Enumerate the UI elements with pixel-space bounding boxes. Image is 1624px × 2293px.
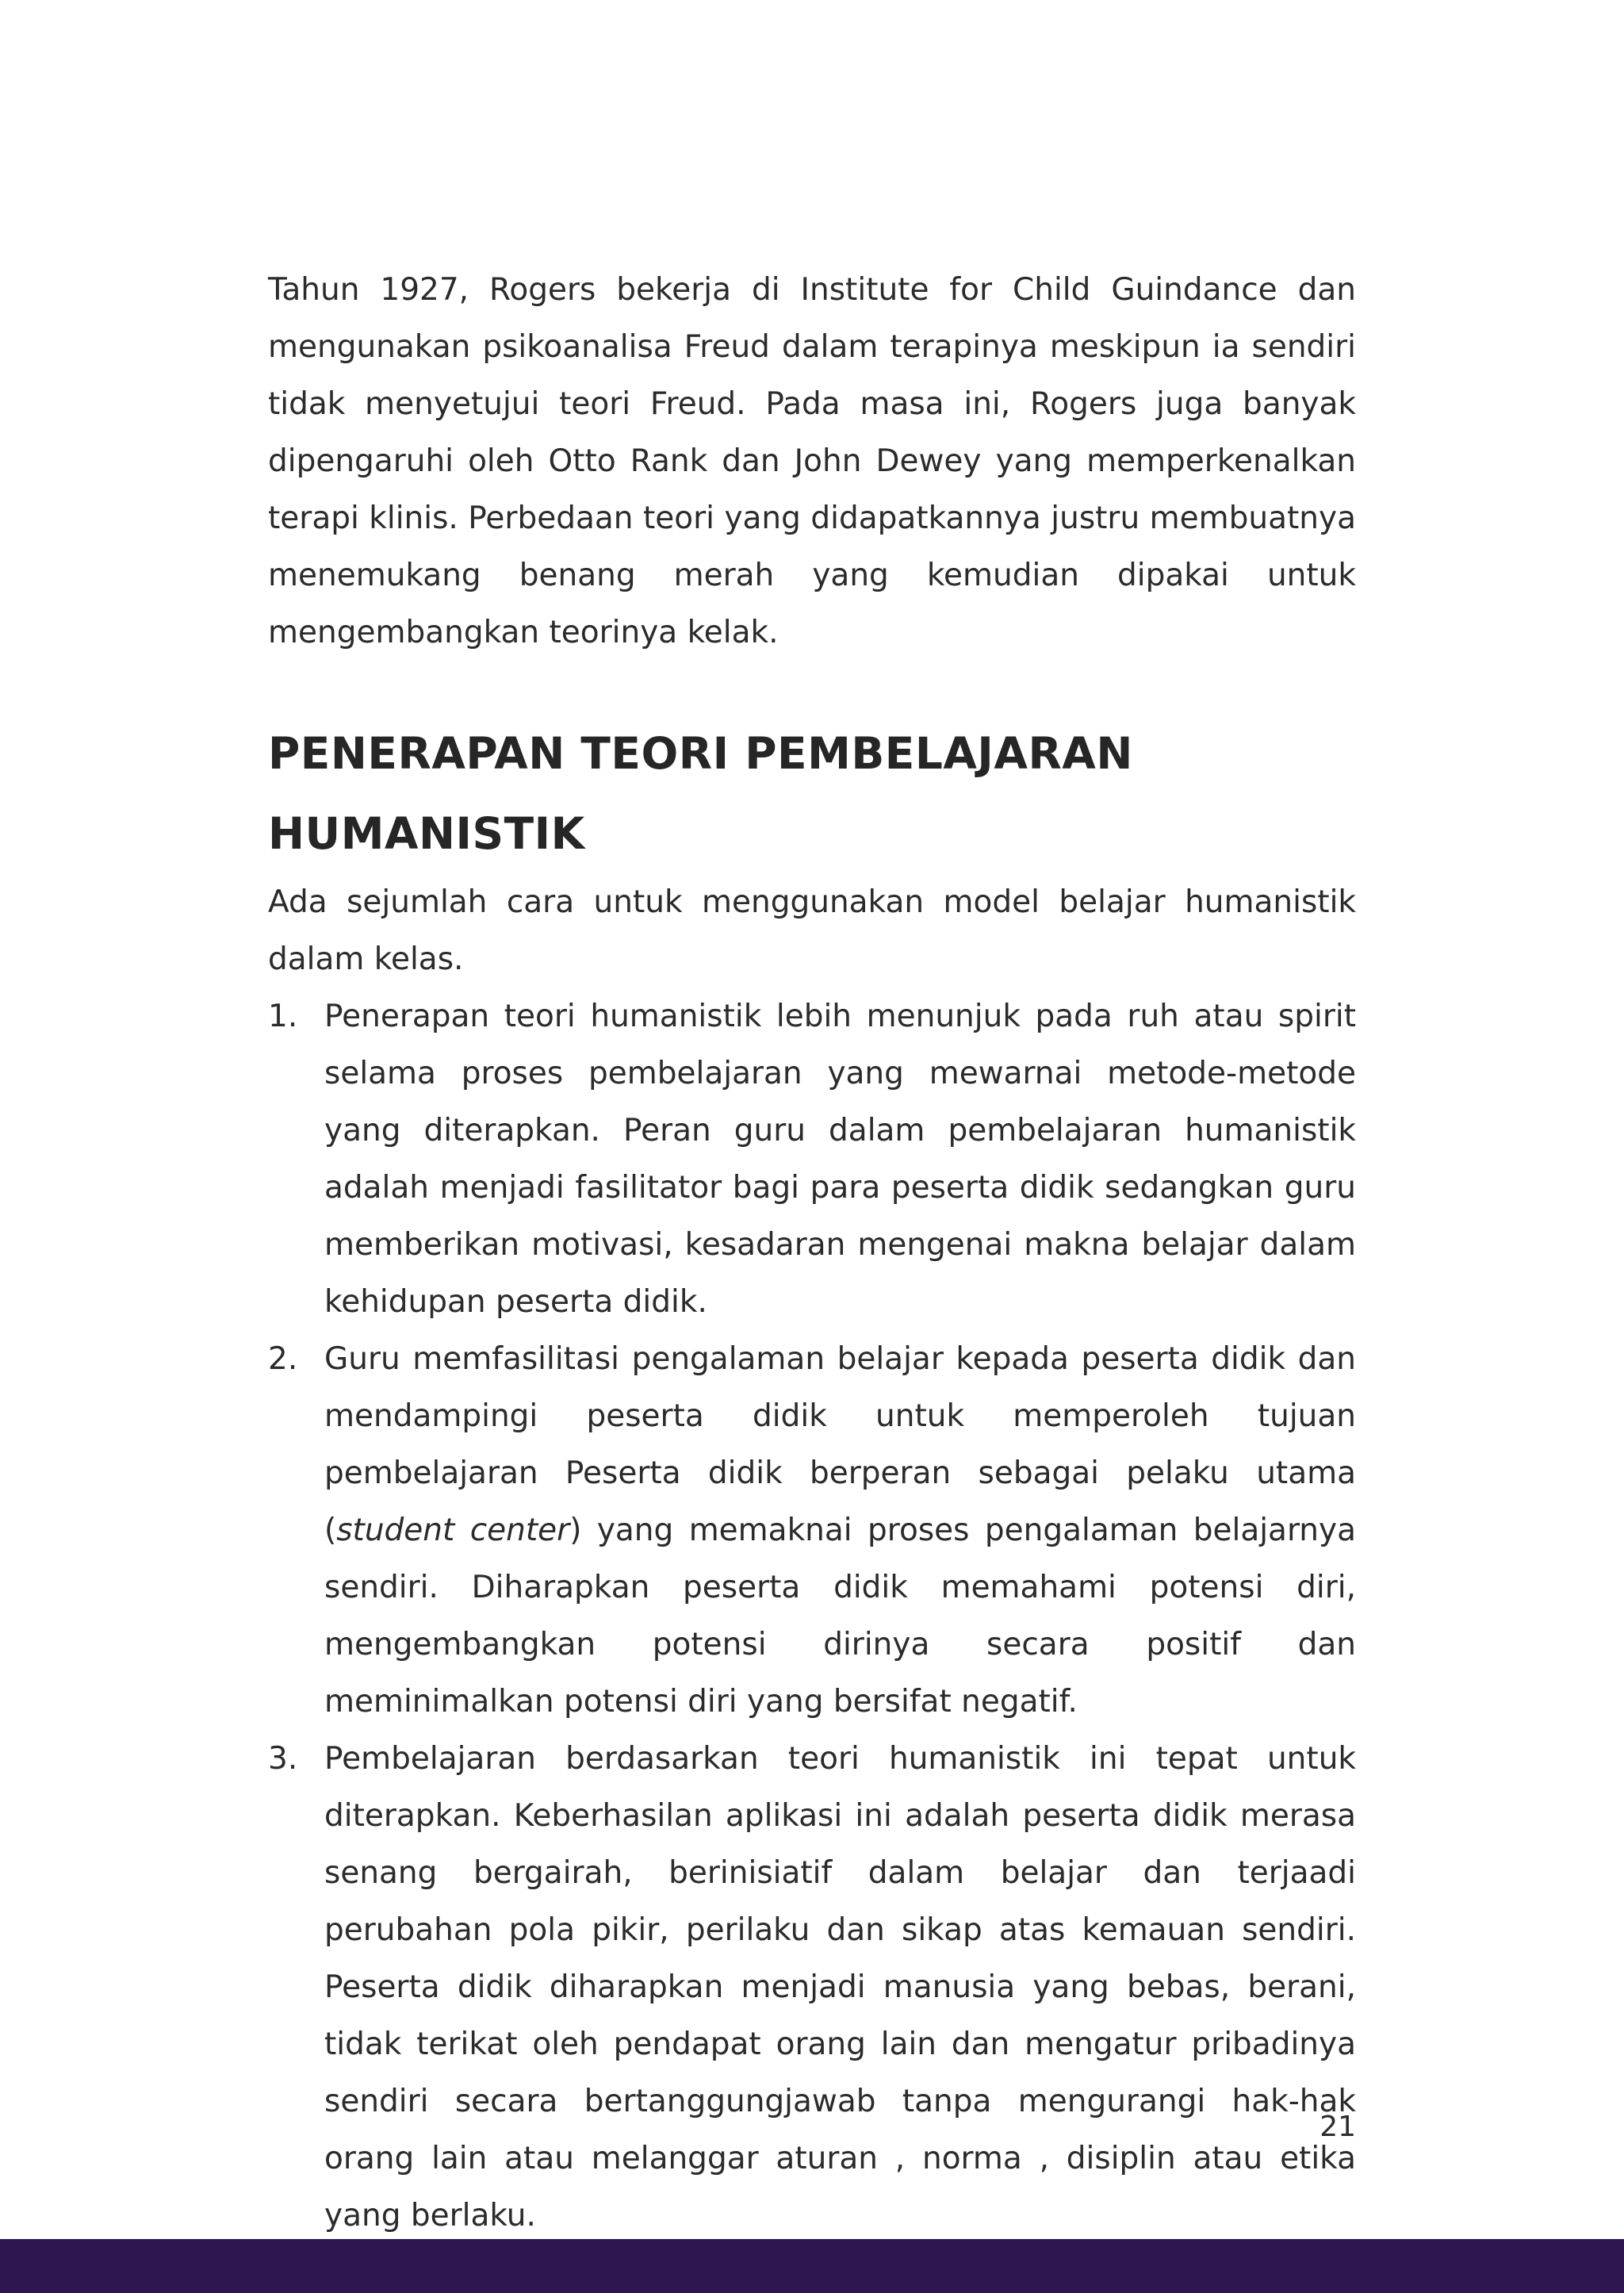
list-item-number: 1. bbox=[268, 999, 298, 1034]
list-item-number: 3. bbox=[268, 1741, 298, 1777]
section-heading: PENERAPAN TEORI PEMBELAJARAN HUMANISTIK bbox=[268, 728, 1133, 859]
page-number: 21 bbox=[1320, 2111, 1356, 2143]
list-item bbox=[268, 988, 1356, 1331]
list-item-text-after: ) yang memaknai proses pengalaman belajarnya sendiri. Diharapkan peserta didik memahami potensi diri, mengembangkan potensi dirinya secara positif dan meminimalkan potensi diri yang bersifat negatif. bbox=[324, 1513, 1356, 1720]
list-item-text-before: Guru memfasilitasi pengalaman belajar kepada peserta didik dan mendampingi peserta didik untuk memperoleh tujuan pembelajaran Peserta didik berperan sebagai pelaku utama ( bbox=[324, 1341, 1356, 1548]
numbered-list bbox=[268, 988, 1356, 2245]
list-item-text: Penerapan teori humanistik lebih menunjuk pada ruh atau spirit selama proses pembelajaran yang mewarnai metode-metode yang diterapkan. Peran guru dalam pembelajaran humanistik adalah menjadi fasilitator bagi para peserta didik sedangkan guru memberikan motivasi, kesadaran mengenai makna belajar dalam kehidupan peserta didik. bbox=[324, 999, 1356, 1320]
list-item-text: Pembelajaran berdasarkan teori humanistik ini tepat untuk diterapkan. Keberhasilan aplikasi ini adalah peserta didik merasa senang bergairah, berinisiatif dalam belajar dan terjaadi perubahan pola pikir, perilaku dan sikap atas kemauan sendiri. Peserta didik diharapkan menjadi manusia yang bebas, berani, tidak terikat oleh pendapat orang lain dan mengatur pribadinya sendiri secara bertanggungjawab tanpa mengurangi hak-hak orang lain atau melanggar aturan , norma , disiplin atau etika yang berlaku. bbox=[324, 1741, 1356, 2234]
footer-bar bbox=[0, 2239, 1624, 2293]
italic-term: student center bbox=[336, 1513, 570, 1548]
list-item bbox=[268, 1731, 1356, 2245]
section-intro: Ada sejumlah cara untuk menggunakan model belajar humanistik dalam kelas. bbox=[268, 884, 1356, 977]
intro-paragraph: Tahun 1927, Rogers bekerja di Institute for Child Guindance dan mengunakan psikoanalisa Freud dalam terapinya meskipun ia sendiri tidak menyetujui teori Freud. Pada masa ini, Rogers juga banyak dipengaruhi oleh Otto Rank dan John Dewey yang memperkenalkan terapi klinis. Perbedaan teori yang didapatkannya justru membuatnya menemukang benang merah yang kemudian dipakai untuk mengembangkan teorinya kelak. bbox=[268, 272, 1356, 650]
list-item bbox=[268, 1331, 1356, 1731]
list-item-number: 2. bbox=[268, 1341, 298, 1377]
page-content bbox=[268, 262, 1356, 2245]
